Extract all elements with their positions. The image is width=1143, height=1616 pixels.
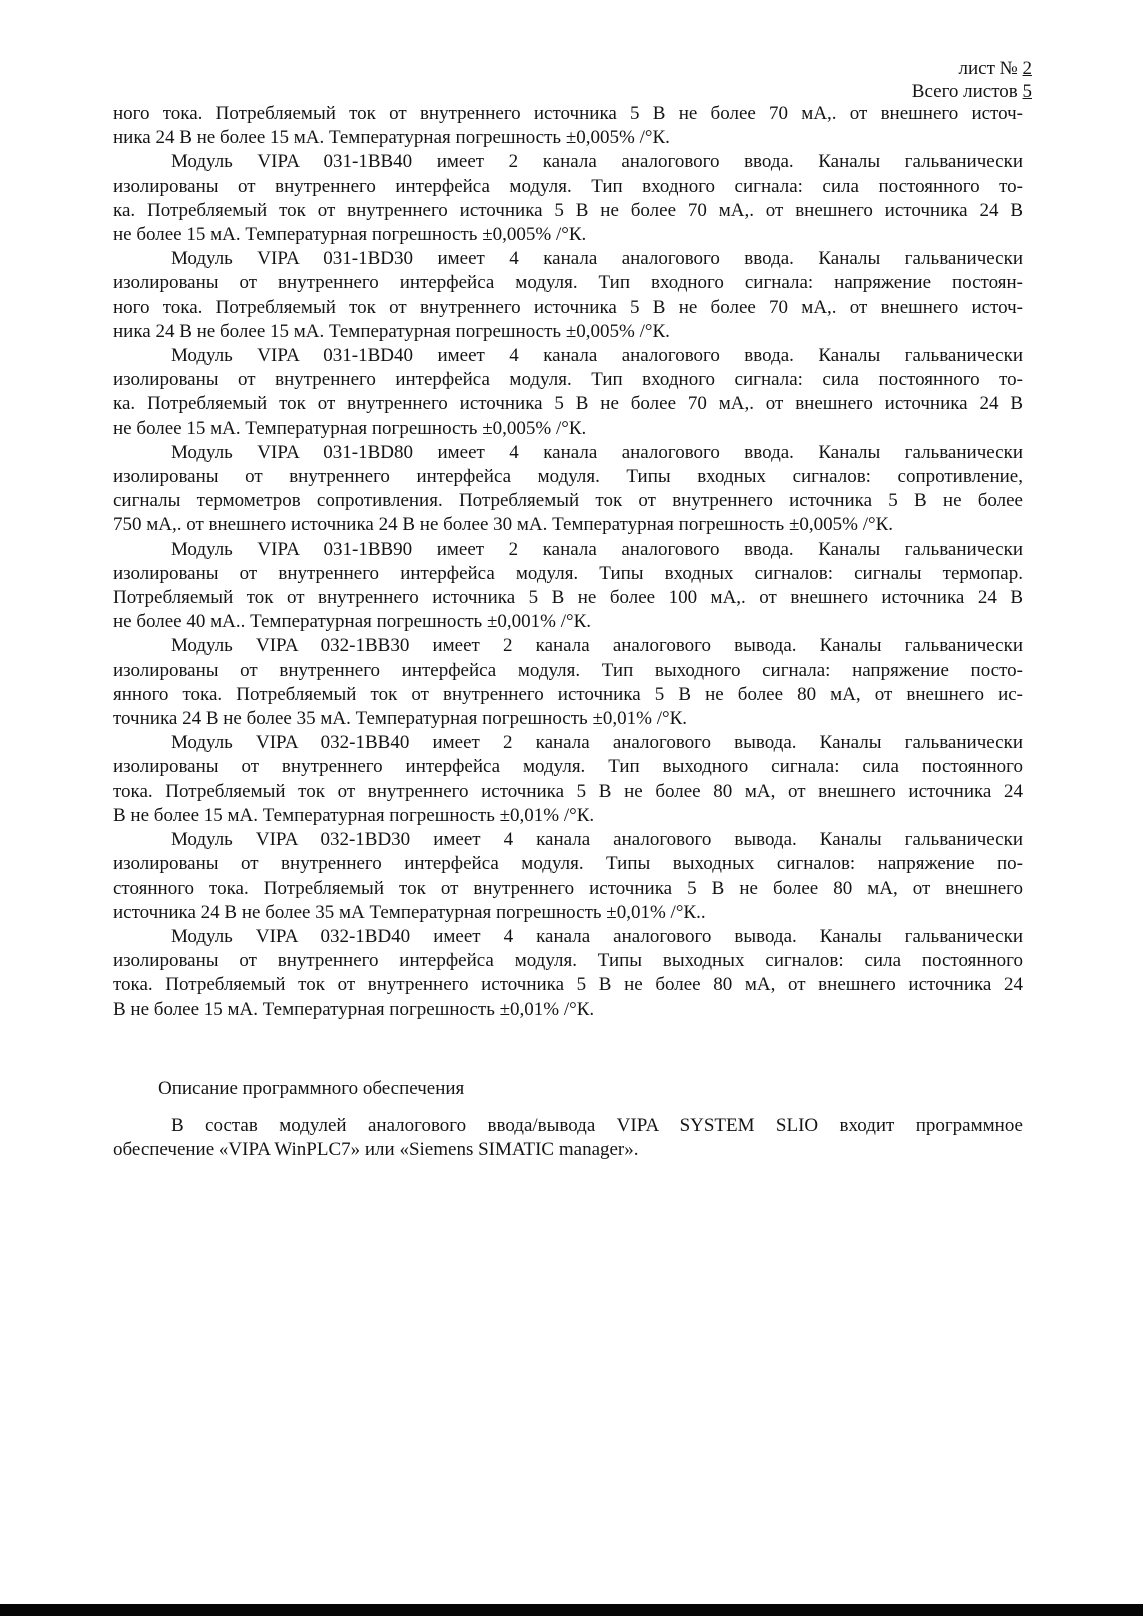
- sheet-number-value: 2: [1022, 58, 1032, 79]
- paragraph: [113, 150, 1023, 247]
- text-line: сигналы термометров сопротивления. Потребляемый ток от внутреннего источника 5 В не более: [113, 490, 1023, 512]
- text-line: Потребляемый ток от внутреннего источника 5 В не более 100 мА,. от внешнего источника 24 В: [113, 587, 1023, 609]
- paragraph: [113, 102, 1023, 150]
- text-line: изолированы от внутреннего интерфейса модуля. Тип входного сигнала: напряжение постоян-: [113, 272, 1023, 294]
- text-line: изолированы от внутреннего интерфейса модуля. Тип входного сигнала: сила постоянного то-: [113, 175, 1023, 197]
- paragraph: [113, 538, 1023, 635]
- text-line: изолированы от внутреннего интерфейса модуля. Типы выходных сигналов: напряжение по-: [113, 853, 1023, 875]
- text-line: янного тока. Потребляемый ток от внутреннего источника 5 В не более 80 мА, от внешнего ис-: [113, 683, 1023, 705]
- text-line: ного тока. Потребляемый ток от внутреннего источника 5 В не более 70 мА,. от внешнего источ-: [113, 296, 1023, 318]
- paragraph: [113, 634, 1023, 731]
- text-line: Модуль VIPA 031-1BB40 имеет 2 канала аналогового ввода. Каналы гальванически: [171, 151, 1023, 173]
- text-line: В не более 15 мА. Температурная погрешность ±0,01% /°К.: [113, 804, 595, 826]
- text-line: точника 24 В не более 35 мА. Температурная погрешность ±0,01% /°К.: [113, 708, 688, 730]
- text-line: обеспечение «VIPA WinPLC7» или «Siemens SIMATIC manager».: [113, 1139, 639, 1161]
- text-line: изолированы от внутреннего интерфейса модуля. Тип выходного сигнала: напряжение посто-: [113, 659, 1023, 681]
- total-sheets-value: 5: [1022, 81, 1032, 102]
- text-line: 750 мА,. от внешнего источника 24 В не более 30 мА. Температурная погрешность ±0,005% /°К.: [113, 514, 894, 536]
- text-line: ника 24 В не более 15 мА. Температурная погрешность ±0,005% /°К.: [113, 320, 670, 342]
- scan-edge-artifact: [0, 1604, 1143, 1616]
- text-line: изолированы от внутреннего интерфейса модуля. Типы входных сигналов: сопротивление,: [113, 466, 1023, 488]
- text-line: не более 15 мА. Температурная погрешность ±0,005% /°К.: [113, 224, 587, 246]
- text-line: ника 24 В не более 15 мА. Температурная погрешность ±0,005% /°К.: [113, 127, 670, 149]
- paragraph: [113, 247, 1023, 344]
- total-sheets-label: Всего листов: [911, 81, 1018, 102]
- text-line: изолированы от внутреннего интерфейса модуля. Типы выходных сигналов: сила постоянного: [113, 950, 1023, 972]
- paragraph: [113, 828, 1023, 925]
- text-line: Модуль VIPA 032-1BD30 имеет 4 канала аналогового вывода. Каналы гальванически: [171, 829, 1023, 851]
- text-line: Модуль VIPA 031-1BD30 имеет 4 канала аналогового ввода. Каналы гальванически: [171, 248, 1023, 270]
- paragraph: [113, 731, 1023, 828]
- text-line: Модуль VIPA 032-1BB40 имеет 2 канала аналогового вывода. Каналы гальванически: [171, 732, 1023, 754]
- sheet-header: [912, 57, 1032, 103]
- text-line: Модуль VIPA 032-1BD40 имеет 4 канала аналогового вывода. Каналы гальванически: [171, 925, 1023, 947]
- text-line: ка. Потребляемый ток от внутреннего источника 5 В не более 70 мА,. от внешнего источника 24 В: [113, 199, 1023, 221]
- text-line: изолированы от внутреннего интерфейса модуля. Тип выходного сигнала: сила постоянного: [113, 756, 1023, 778]
- closing-paragraph-container: [113, 1114, 1023, 1162]
- paragraph: [113, 344, 1023, 441]
- text-line: В состав модулей аналогового ввода/вывода VIPA SYSTEM SLIO входит программное: [171, 1114, 1023, 1136]
- body-text: [113, 102, 1023, 1022]
- text-line: тока. Потребляемый ток от внутреннего источника 5 В не более 80 мА, от внешнего источника 24: [113, 974, 1023, 996]
- sheet-number-line: [912, 57, 1032, 80]
- text-line: ка. Потребляемый ток от внутреннего источника 5 В не более 70 мА,. от внешнего источника 24 В: [113, 393, 1023, 415]
- text-line: изолированы от внутреннего интерфейса модуля. Типы входных сигналов: сигналы термопар.: [113, 562, 1023, 584]
- text-line: Модуль VIPA 032-1BB30 имеет 2 канала аналогового вывода. Каналы гальванически: [171, 635, 1023, 657]
- paragraph: [113, 441, 1023, 538]
- text-line: Модуль VIPA 031-1BB90 имеет 2 канала аналогового ввода. Каналы гальванически: [171, 538, 1023, 560]
- text-line: источника 24 В не более 35 мА Температурная погрешность ±0,01% /°К..: [113, 901, 706, 923]
- page-body: [113, 102, 1023, 1162]
- section-heading: Описание программного обеспечения: [158, 1077, 465, 1099]
- text-line: изолированы от внутреннего интерфейса модуля. Тип входного сигнала: сила постоянного то-: [113, 369, 1023, 391]
- paragraph: [113, 1114, 1023, 1162]
- sheet-number-label: лист №: [958, 58, 1018, 79]
- text-line: ного тока. Потребляемый ток от внутреннего источника 5 В не более 70 мА,. от внешнего источ-: [113, 103, 1023, 124]
- text-line: стоянного тока. Потребляемый ток от внутреннего источника 5 В не более 80 мА, от внешнего: [113, 877, 1023, 899]
- text-line: Модуль VIPA 031-1BD80 имеет 4 канала аналогового ввода. Каналы гальванически: [171, 441, 1023, 463]
- text-line: не более 15 мА. Температурная погрешность ±0,005% /°К.: [113, 417, 587, 439]
- text-line: Модуль VIPA 031-1BD40 имеет 4 канала аналогового ввода. Каналы гальванически: [171, 345, 1023, 367]
- paragraph: [113, 925, 1023, 1022]
- text-line: В не более 15 мА. Температурная погрешность ±0,01% /°К.: [113, 998, 595, 1020]
- total-sheets-line: [912, 80, 1032, 103]
- text-line: не более 40 мА.. Температурная погрешность ±0,001% /°К.: [113, 611, 592, 633]
- text-line: тока. Потребляемый ток от внутреннего источника 5 В не более 80 мА, от внешнего источника 24: [113, 780, 1023, 802]
